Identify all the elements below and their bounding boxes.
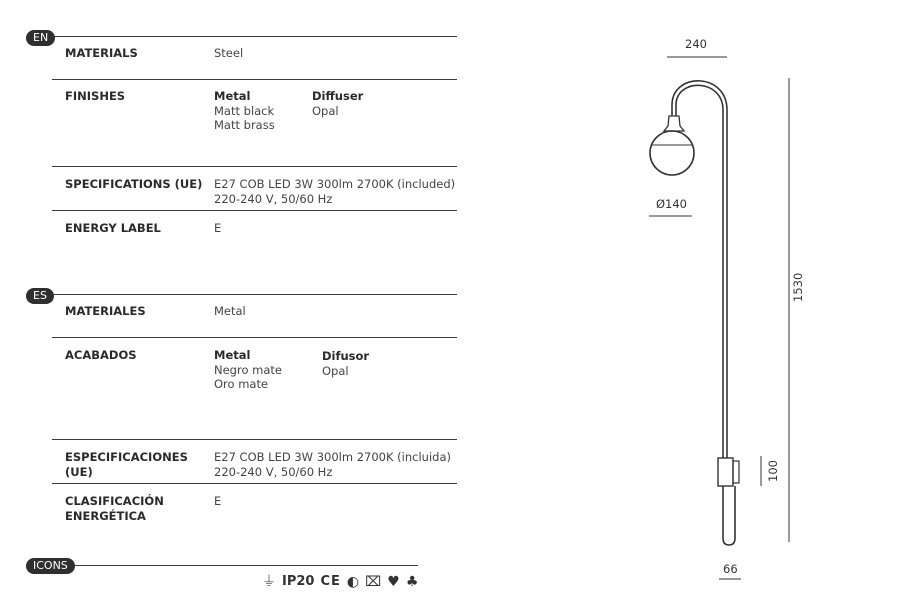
materiales-value: Metal	[214, 304, 246, 318]
spec-line: E27 COB LED 3W 300lm 2700K (incluida)	[214, 450, 451, 464]
acabados-metal-head: Metal	[214, 348, 251, 362]
ce-mark-icon: CE	[320, 574, 341, 589]
divider	[52, 337, 457, 338]
clasificacion-label	[65, 494, 164, 524]
ip20-text: IP20	[282, 574, 315, 589]
materiales-label: MATERIALES	[65, 304, 146, 318]
dimension-bracket-height: 100	[766, 460, 780, 482]
acabados-metal-col	[214, 348, 282, 392]
divider	[52, 439, 457, 440]
divider	[75, 565, 418, 566]
clasificacion-label-line: CLASIFICACIÓN	[65, 494, 164, 508]
en-badge: EN	[26, 30, 55, 46]
dimension-top-width: 240	[685, 37, 707, 51]
divider	[52, 294, 457, 295]
certification-icons	[262, 574, 418, 590]
materials-label: MATERIALS	[65, 46, 138, 60]
finishes-metal-head: Metal	[214, 89, 251, 103]
acabados-label: ACABADOS	[65, 348, 137, 362]
especificaciones-label-line: (UE)	[65, 465, 93, 479]
spec-line: 220-240 V, 50/60 Hz	[214, 464, 333, 479]
lamp-arc	[672, 81, 727, 116]
acabados-metal-line: Oro mate	[214, 377, 269, 391]
finishes-diffuser-head: Diffuser	[312, 89, 364, 103]
lamp-arc	[676, 85, 723, 116]
dimension-height: 1530	[791, 272, 805, 302]
lamp-globe	[650, 131, 694, 175]
specifications-value	[214, 177, 455, 206]
finishes-metal-col	[214, 89, 275, 133]
divider	[52, 166, 457, 167]
dimension-globe-diameter: Ø140	[656, 197, 688, 211]
energy-label-label: ENERGY LABEL	[65, 221, 161, 235]
acabados-difusor-col	[322, 349, 369, 378]
finishes-label: FINISHES	[65, 89, 126, 103]
es-badge: ES	[26, 288, 54, 304]
acabados-metal-line: Negro mate	[214, 362, 282, 377]
earth-icon: ⏚	[262, 574, 276, 590]
finishes-diffuser-line: Opal	[312, 103, 339, 118]
icons-badge: ICONS	[26, 558, 75, 574]
dimmer-icon: ◐	[346, 574, 360, 590]
wall-bracket	[718, 458, 733, 486]
finishes-metal-line: Matt black	[214, 103, 275, 118]
divider	[52, 483, 457, 484]
especificaciones-value	[214, 450, 451, 479]
especificaciones-label-line: ESPECIFICACIONES	[65, 450, 188, 464]
energy-label-value: E	[214, 221, 222, 235]
finishes-metal-line: Matt brass	[214, 118, 275, 132]
lamp-socket	[664, 116, 684, 131]
spec-line: 220-240 V, 50/60 Hz	[214, 191, 333, 206]
dimension-base-width: 66	[723, 562, 738, 576]
divider	[52, 210, 457, 211]
divider	[52, 36, 457, 37]
clasificacion-value: E	[214, 494, 222, 508]
acabados-difusor-line: Opal	[322, 363, 349, 378]
divider	[52, 79, 457, 80]
bulb-icon: ♥	[387, 574, 400, 590]
finishes-diffuser-col	[312, 89, 363, 118]
specifications-label: SPECIFICATIONS (UE)	[65, 177, 203, 191]
acabados-difusor-head: Difusor	[322, 349, 370, 363]
lamp-cable-loop	[723, 486, 735, 545]
energy-class-icon: ♣	[405, 574, 419, 590]
especificaciones-label	[65, 450, 188, 480]
materials-value: Steel	[214, 46, 244, 60]
spec-line: E27 COB LED 3W 300lm 2700K (included)	[214, 177, 456, 191]
no-dispose-icon: ⌧	[365, 574, 382, 590]
clasificacion-label-line: ENERGÉTICA	[65, 509, 146, 523]
wall-bracket	[733, 461, 739, 483]
